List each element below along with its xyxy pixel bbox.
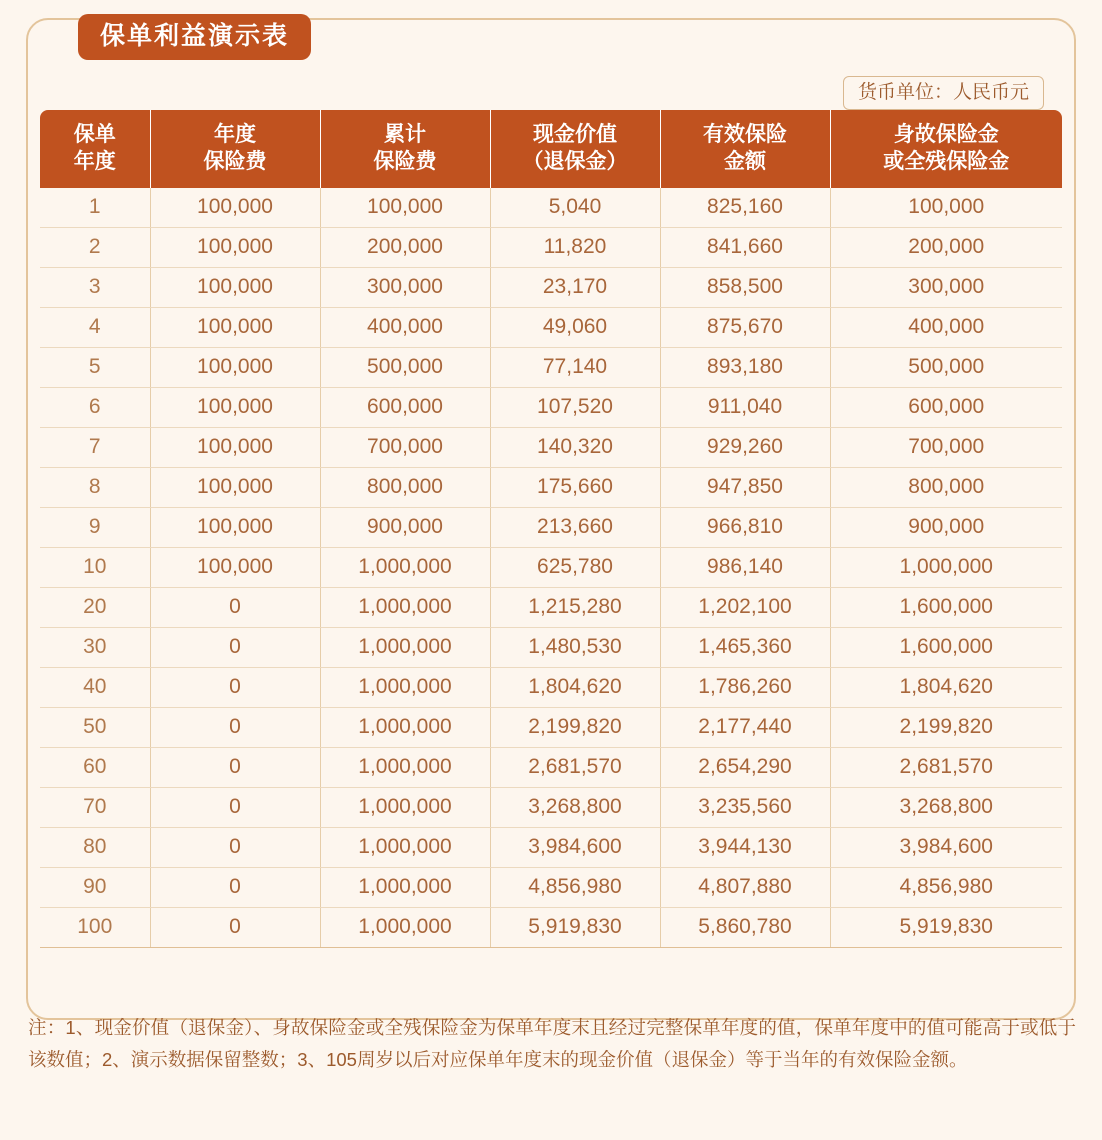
table-cell: 893,180 bbox=[660, 347, 830, 387]
table-cell: 3,984,600 bbox=[490, 827, 660, 867]
column-header-annual-premium bbox=[150, 110, 320, 188]
table-cell: 800,000 bbox=[830, 467, 1062, 507]
table-cell: 60 bbox=[40, 747, 150, 787]
table-cell: 100,000 bbox=[830, 188, 1062, 228]
table-cell: 875,670 bbox=[660, 307, 830, 347]
table-row bbox=[40, 867, 1062, 907]
table-row bbox=[40, 787, 1062, 827]
table-cell: 600,000 bbox=[830, 387, 1062, 427]
table-cell: 4,856,980 bbox=[830, 867, 1062, 907]
table-cell: 1,000,000 bbox=[320, 867, 490, 907]
table-cell: 1,215,280 bbox=[490, 587, 660, 627]
table-cell: 5,919,830 bbox=[830, 907, 1062, 947]
table-row bbox=[40, 667, 1062, 707]
table-cell: 0 bbox=[150, 747, 320, 787]
table-cell: 23,170 bbox=[490, 267, 660, 307]
table-row bbox=[40, 188, 1062, 228]
table-cell: 80 bbox=[40, 827, 150, 867]
table-cell: 5,919,830 bbox=[490, 907, 660, 947]
table-row bbox=[40, 707, 1062, 747]
table-cell: 5,040 bbox=[490, 188, 660, 228]
table-cell: 841,660 bbox=[660, 227, 830, 267]
table-cell: 30 bbox=[40, 627, 150, 667]
table-cell: 100,000 bbox=[150, 467, 320, 507]
table-row bbox=[40, 227, 1062, 267]
column-header-line1: 累计 bbox=[384, 123, 426, 146]
column-header-death-benefit bbox=[830, 110, 1062, 188]
table-cell: 10 bbox=[40, 547, 150, 587]
table-cell: 77,140 bbox=[490, 347, 660, 387]
table-cell: 0 bbox=[150, 627, 320, 667]
table-row bbox=[40, 387, 1062, 427]
table-cell: 947,850 bbox=[660, 467, 830, 507]
table-row bbox=[40, 467, 1062, 507]
table-cell: 2,681,570 bbox=[830, 747, 1062, 787]
column-header-line1: 有效保险 bbox=[703, 123, 787, 146]
table-cell: 500,000 bbox=[320, 347, 490, 387]
table-cell: 625,780 bbox=[490, 547, 660, 587]
column-header-line2: 年度 bbox=[73, 150, 116, 174]
table-cell: 5 bbox=[40, 347, 150, 387]
table-cell: 100,000 bbox=[150, 507, 320, 547]
table-cell: 7 bbox=[40, 427, 150, 467]
table-cell: 1,000,000 bbox=[830, 547, 1062, 587]
table-cell: 0 bbox=[150, 787, 320, 827]
table-cell: 100,000 bbox=[150, 227, 320, 267]
table-cell: 2,681,570 bbox=[490, 747, 660, 787]
table-cell: 100,000 bbox=[150, 387, 320, 427]
table-cell: 50 bbox=[40, 707, 150, 747]
table-row bbox=[40, 907, 1062, 947]
table-cell: 1,000,000 bbox=[320, 907, 490, 947]
table-cell: 1,600,000 bbox=[830, 587, 1062, 627]
table-row bbox=[40, 347, 1062, 387]
table-cell: 0 bbox=[150, 907, 320, 947]
table-cell: 200,000 bbox=[320, 227, 490, 267]
table-cell: 986,140 bbox=[660, 547, 830, 587]
table-cell: 1,600,000 bbox=[830, 627, 1062, 667]
column-header-cash-value bbox=[490, 110, 660, 188]
table-cell: 11,820 bbox=[490, 227, 660, 267]
table-cell: 300,000 bbox=[830, 267, 1062, 307]
table-cell: 800,000 bbox=[320, 467, 490, 507]
table-cell: 500,000 bbox=[830, 347, 1062, 387]
column-header-line2: 金额 bbox=[724, 150, 766, 174]
table-cell: 1,000,000 bbox=[320, 627, 490, 667]
column-header-line2: （退保金） bbox=[522, 150, 628, 174]
table-cell: 400,000 bbox=[320, 307, 490, 347]
table-row bbox=[40, 587, 1062, 627]
column-header-line1: 身故保险金 bbox=[893, 123, 999, 146]
table-cell: 900,000 bbox=[830, 507, 1062, 547]
table-cell: 2,199,820 bbox=[490, 707, 660, 747]
table-cell: 1,804,620 bbox=[490, 667, 660, 707]
table-cell: 200,000 bbox=[830, 227, 1062, 267]
table-cell: 700,000 bbox=[320, 427, 490, 467]
column-header-line1: 年度 bbox=[214, 123, 256, 146]
table-cell: 4,856,980 bbox=[490, 867, 660, 907]
table-cell: 1,000,000 bbox=[320, 587, 490, 627]
column-header-line2: 保险费 bbox=[203, 150, 267, 174]
table-row bbox=[40, 747, 1062, 787]
table-cell: 1,804,620 bbox=[830, 667, 1062, 707]
table-cell: 4 bbox=[40, 307, 150, 347]
column-header-line2: 保险费 bbox=[373, 150, 437, 174]
table-cell: 6 bbox=[40, 387, 150, 427]
table-cell: 3,268,800 bbox=[490, 787, 660, 827]
table-cell: 20 bbox=[40, 587, 150, 627]
table-cell: 966,810 bbox=[660, 507, 830, 547]
column-header-line1: 保单 bbox=[73, 123, 116, 146]
table-cell: 1,000,000 bbox=[320, 707, 490, 747]
table-cell: 100,000 bbox=[150, 347, 320, 387]
column-header-line2: 或全残保险金 bbox=[883, 150, 1010, 174]
table-cell: 858,500 bbox=[660, 267, 830, 307]
table-cell: 9 bbox=[40, 507, 150, 547]
table-cell: 1,000,000 bbox=[320, 747, 490, 787]
table-cell: 40 bbox=[40, 667, 150, 707]
table-cell: 0 bbox=[150, 867, 320, 907]
page-title: 保单利益演示表 bbox=[78, 14, 311, 60]
table-cell: 90 bbox=[40, 867, 150, 907]
table-header-row bbox=[40, 110, 1062, 188]
column-header-policy-year bbox=[40, 110, 150, 188]
table-cell: 600,000 bbox=[320, 387, 490, 427]
table-row bbox=[40, 427, 1062, 467]
table-body bbox=[40, 188, 1062, 948]
table-cell: 3 bbox=[40, 267, 150, 307]
table-cell: 1,000,000 bbox=[320, 667, 490, 707]
table-cell: 700,000 bbox=[830, 427, 1062, 467]
table-cell: 175,660 bbox=[490, 467, 660, 507]
table-cell: 8 bbox=[40, 467, 150, 507]
table-cell: 0 bbox=[150, 587, 320, 627]
table-cell: 1 bbox=[40, 188, 150, 228]
table-cell: 1,000,000 bbox=[320, 827, 490, 867]
table-cell: 900,000 bbox=[320, 507, 490, 547]
table-cell: 0 bbox=[150, 707, 320, 747]
column-header-cumulative-premium bbox=[320, 110, 490, 188]
table-cell: 911,040 bbox=[660, 387, 830, 427]
table-cell: 49,060 bbox=[490, 307, 660, 347]
currency-unit-label: 货币单位：人民币元 bbox=[843, 76, 1044, 110]
table-cell: 100,000 bbox=[150, 307, 320, 347]
table-cell: 3,984,600 bbox=[830, 827, 1062, 867]
table-cell: 1,000,000 bbox=[320, 547, 490, 587]
table-row bbox=[40, 627, 1062, 667]
table-cell: 2,654,290 bbox=[660, 747, 830, 787]
table-cell: 100,000 bbox=[150, 188, 320, 228]
table-row bbox=[40, 507, 1062, 547]
table-cell: 2,177,440 bbox=[660, 707, 830, 747]
footnote: 注：1、现金价值（退保金）、身故保险金或全残保险金为保单年度末且经过完整保单年度的值，保单年度中的值可能高于或低于该数值；2、演示数据保留整数；3、105周岁以后对应保单年度末的现金价值（退保金）等于当年的有效保险金额。 bbox=[28, 1017, 1076, 1071]
table-cell: 100,000 bbox=[320, 188, 490, 228]
table-cell: 5,860,780 bbox=[660, 907, 830, 947]
table-cell: 100,000 bbox=[150, 427, 320, 467]
table-row bbox=[40, 547, 1062, 587]
table-cell: 3,235,560 bbox=[660, 787, 830, 827]
table-cell: 3,944,130 bbox=[660, 827, 830, 867]
table-cell: 1,000,000 bbox=[320, 787, 490, 827]
table-cell: 825,160 bbox=[660, 188, 830, 228]
table-cell: 3,268,800 bbox=[830, 787, 1062, 827]
table-cell: 929,260 bbox=[660, 427, 830, 467]
column-header-effective-sum-insured bbox=[660, 110, 830, 188]
table-cell: 4,807,880 bbox=[660, 867, 830, 907]
table-cell: 100 bbox=[40, 907, 150, 947]
table-cell: 400,000 bbox=[830, 307, 1062, 347]
table-cell: 100,000 bbox=[150, 267, 320, 307]
table-cell: 0 bbox=[150, 827, 320, 867]
table-cell: 1,480,530 bbox=[490, 627, 660, 667]
table-cell: 100,000 bbox=[150, 547, 320, 587]
benefit-illustration-table bbox=[40, 110, 1062, 948]
column-header-line1: 现金价值 bbox=[533, 123, 617, 146]
table-cell: 140,320 bbox=[490, 427, 660, 467]
table-cell: 0 bbox=[150, 667, 320, 707]
table-cell: 1,786,260 bbox=[660, 667, 830, 707]
table-header bbox=[40, 110, 1062, 188]
table-cell: 2,199,820 bbox=[830, 707, 1062, 747]
table-row bbox=[40, 267, 1062, 307]
table-cell: 1,465,360 bbox=[660, 627, 830, 667]
table-cell: 300,000 bbox=[320, 267, 490, 307]
table-cell: 1,202,100 bbox=[660, 587, 830, 627]
table-cell: 2 bbox=[40, 227, 150, 267]
table-row bbox=[40, 827, 1062, 867]
table-cell: 70 bbox=[40, 787, 150, 827]
table-cell: 213,660 bbox=[490, 507, 660, 547]
table-row bbox=[40, 307, 1062, 347]
table-cell: 107,520 bbox=[490, 387, 660, 427]
